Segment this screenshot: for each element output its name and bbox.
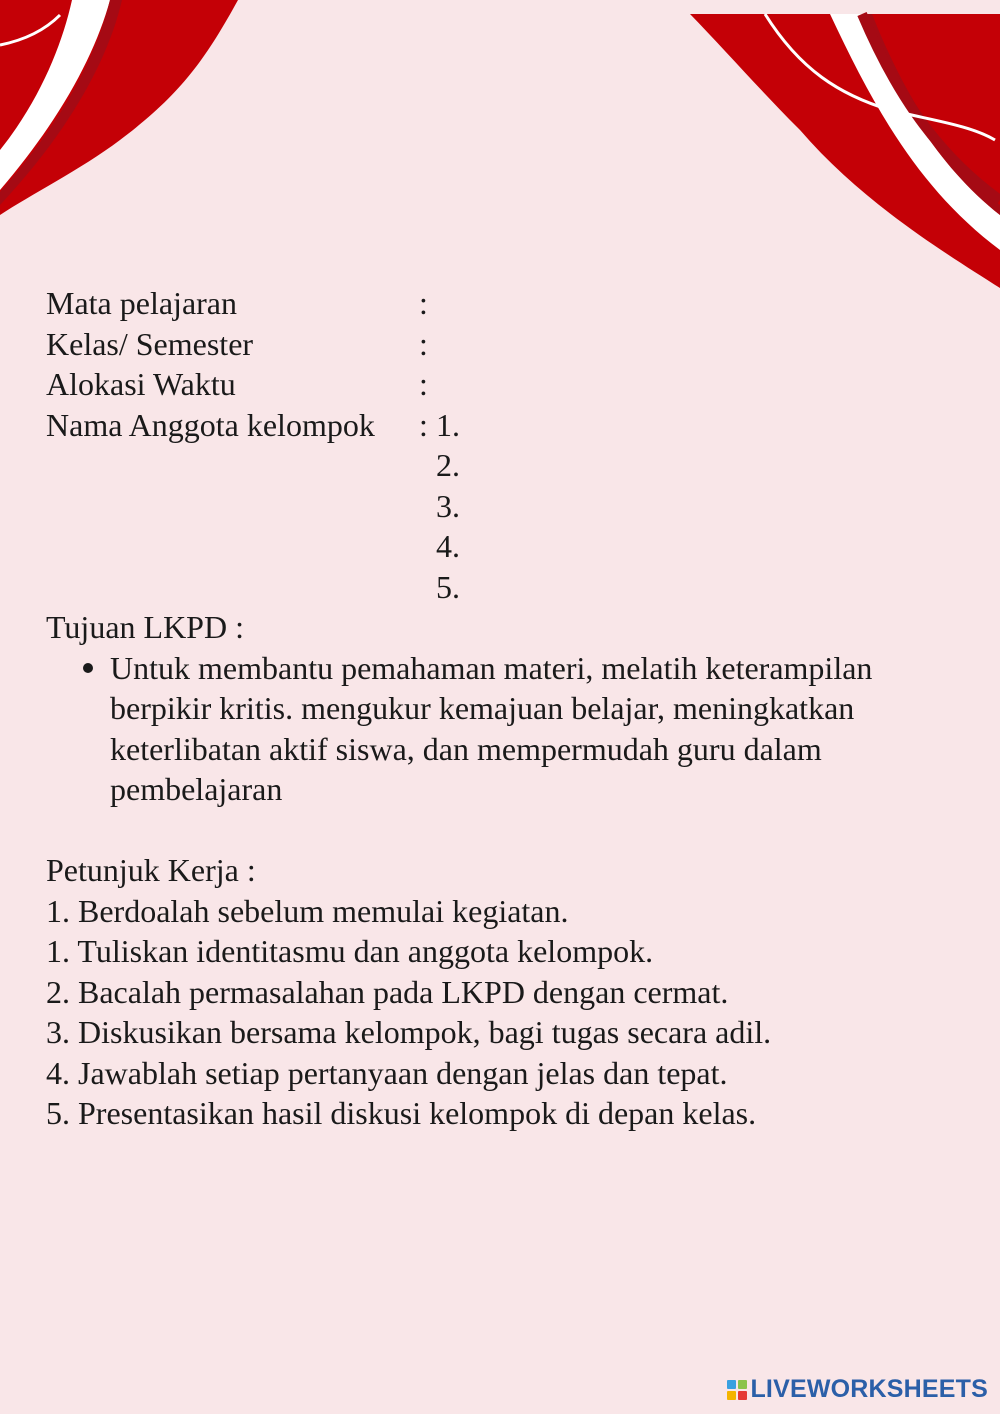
field-kelas-semester — [46, 324, 966, 365]
tujuan-title: Tujuan LKPD : — [46, 609, 244, 645]
member-number: 2. — [436, 447, 460, 483]
instruction-step: 1. Tuliskan identitasmu dan anggota kelompok. — [46, 933, 654, 969]
instruction-step: 5. Presentasikan hasil diskusi kelompok di depan kelas. — [46, 1095, 757, 1131]
member-row — [46, 445, 966, 486]
liveworksheets-brand — [727, 1375, 988, 1404]
petunjuk-title: Petunjuk Kerja : — [46, 852, 256, 888]
field-label: Nama Anggota kelompok — [46, 406, 375, 443]
member-row — [46, 567, 966, 608]
member-number: 4. — [436, 528, 460, 564]
member-row — [46, 486, 966, 527]
field-label: Kelas/ Semester — [46, 325, 254, 362]
tujuan-bullet-item — [46, 648, 960, 810]
instruction-step: 2. Bacalah permasalahan pada LKPD dengan cermat. — [46, 973, 729, 1010]
bullet-dot-icon — [83, 663, 93, 673]
instruction-step: 3. Diskusikan bersama kelompok, bagi tugas secara adil. — [46, 1014, 772, 1050]
instruction-step: 4. Jawablah setiap pertanyaan dengan jelas dan tepat. — [46, 1054, 728, 1091]
field-label: Alokasi Waktu — [46, 366, 236, 402]
top-left-wave-decoration — [0, 0, 240, 220]
field-alokasi-waktu — [46, 364, 966, 405]
field-nama-anggota — [46, 405, 966, 446]
member-row — [46, 526, 966, 567]
field-label: Mata pelajaran — [46, 285, 237, 321]
instruction-step: 1. Berdoalah sebelum memulai kegiatan. — [46, 892, 569, 929]
member-number: 3. — [436, 487, 460, 524]
member-number: 1. — [436, 406, 460, 443]
tujuan-bullet-text: Untuk membantu pemahaman materi, melatih keterampilan berpikir kritis. mengukur kemajuan belajar, meningkatkan keterlibatan aktif siswa, dan mempermudah guru dalam pembelajaran — [110, 649, 873, 807]
field-colon: : — [419, 325, 428, 362]
brand-name: LIVEWORKSHEETS — [750, 1375, 988, 1403]
worksheet-content — [46, 283, 966, 1134]
field-mata-pelajaran — [46, 283, 966, 324]
member-number: 5. — [436, 568, 460, 605]
spacer — [46, 810, 966, 851]
liveworksheets-logo-icon — [727, 1380, 747, 1400]
field-colon: : — [419, 406, 428, 443]
field-colon: : — [419, 366, 428, 402]
top-right-wave-decoration — [690, 0, 1000, 290]
field-colon: : — [419, 285, 428, 321]
